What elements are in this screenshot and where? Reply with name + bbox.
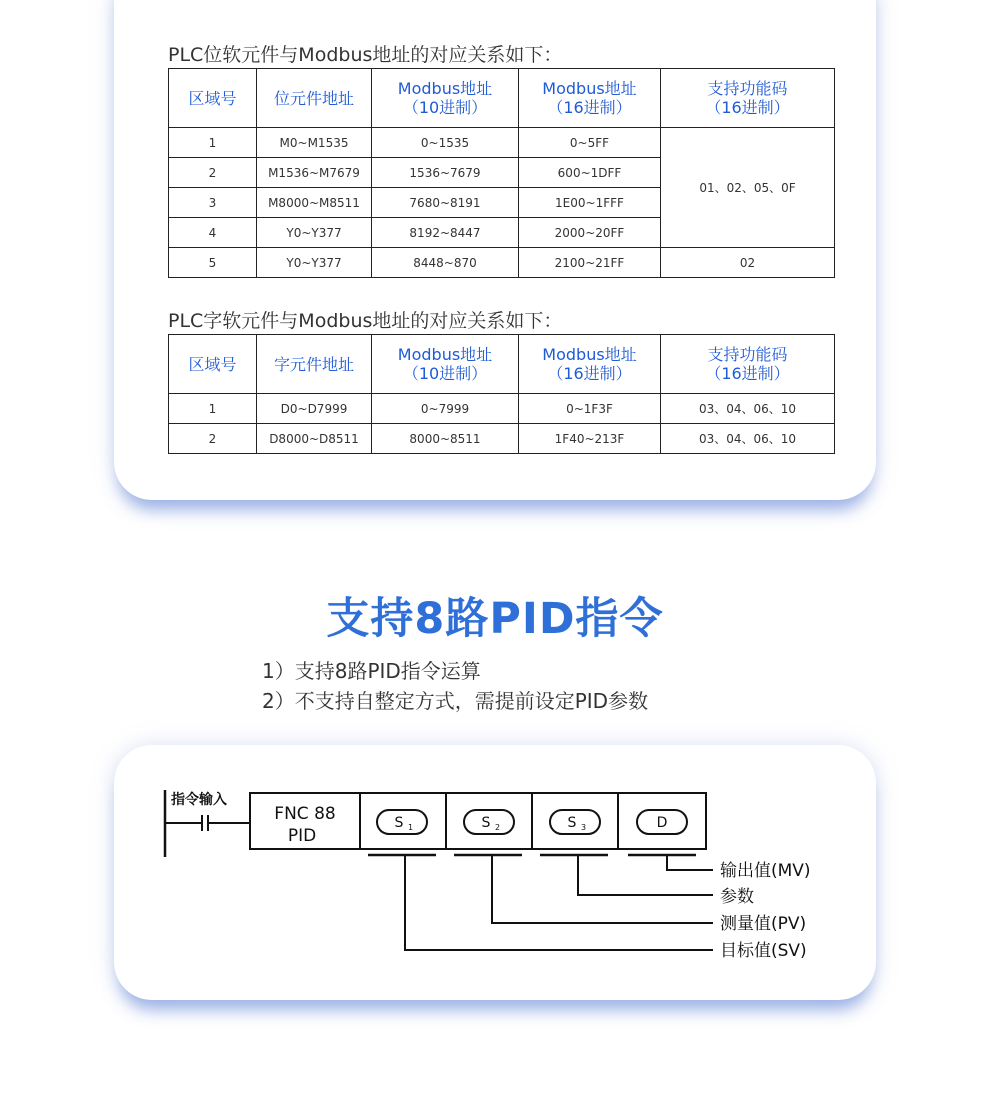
- column-header: Modbus地址 （16进制）: [519, 69, 661, 128]
- table-cell: 0~7999: [372, 394, 519, 424]
- svg-text:D: D: [656, 815, 668, 831]
- table-cell: Y0~Y377: [257, 218, 372, 248]
- pid-instruction-diagram: [150, 785, 850, 975]
- param-leader: [578, 855, 713, 895]
- svg-text:1: 1: [408, 823, 414, 832]
- operand-s1: [377, 810, 427, 834]
- table-cell: 8448~870: [372, 248, 519, 278]
- column-header: 支持功能码 （16进制）: [661, 335, 835, 394]
- table-cell: 0~1535: [372, 128, 519, 158]
- input-label: 指令输入: [171, 792, 227, 808]
- table-cell: M1536~M7679: [257, 158, 372, 188]
- table-cell: 2: [169, 424, 257, 454]
- table-cell: D8000~D8511: [257, 424, 372, 454]
- column-header: Modbus地址 （10进制）: [372, 335, 519, 394]
- table-cell: 8000~8511: [372, 424, 519, 454]
- mv-leader: [667, 855, 713, 870]
- table-cell: 1F40~213F: [519, 424, 661, 454]
- table-cell: M8000~M8511: [257, 188, 372, 218]
- table-cell: 8192~8447: [372, 218, 519, 248]
- output-pv-label: 测量值(PV): [720, 914, 807, 934]
- table-cell: 1E00~1FFF: [519, 188, 661, 218]
- table-cell: 1: [169, 128, 257, 158]
- table-header-row: [169, 335, 835, 394]
- table-row: [169, 424, 835, 454]
- pid-note-2: 2）不支持自整定方式，需提前设定PID参数: [262, 689, 649, 713]
- instruction-code: FNC 88: [274, 804, 336, 824]
- column-header: Modbus地址 （10进制）: [372, 69, 519, 128]
- table-cell: 2: [169, 158, 257, 188]
- column-header: 区域号: [169, 335, 257, 394]
- table-cell: 2100~21FF: [519, 248, 661, 278]
- output-sv-label: 目标值(SV): [720, 941, 807, 961]
- pid-section-title: 支持8路PID指令: [326, 594, 664, 644]
- table-header-row: [169, 69, 835, 128]
- table-row: [169, 128, 835, 158]
- output-mv-label: 输出值(MV): [720, 861, 811, 881]
- table-cell: 1536~7679: [372, 158, 519, 188]
- table-cell: M0~M1535: [257, 128, 372, 158]
- column-header: 字元件地址: [257, 335, 372, 394]
- operand-s2: [464, 810, 514, 834]
- table-cell: Y0~Y377: [257, 248, 372, 278]
- operand-s3: [550, 810, 600, 834]
- table-cell: 3: [169, 188, 257, 218]
- operand-d: [637, 810, 687, 834]
- table-cell: 0~5FF: [519, 128, 661, 158]
- function-code-cell: 02: [661, 248, 835, 278]
- column-header: 支持功能码 （16进制）: [661, 69, 835, 128]
- svg-text:S: S: [567, 815, 577, 831]
- pv-leader: [492, 855, 713, 923]
- word-table-caption: PLC字软元件与Modbus地址的对应关系如下：: [168, 310, 563, 332]
- table-cell: 03、04、06、10: [661, 394, 835, 424]
- svg-text:S: S: [481, 815, 491, 831]
- table-cell: D0~D7999: [257, 394, 372, 424]
- table-cell: 1: [169, 394, 257, 424]
- table-cell: 7680~8191: [372, 188, 519, 218]
- column-header: 位元件地址: [257, 69, 372, 128]
- table-cell: 600~1DFF: [519, 158, 661, 188]
- bit-table-caption: PLC位软元件与Modbus地址的对应关系如下：: [168, 44, 563, 66]
- svg-text:3: 3: [581, 823, 587, 832]
- table-row: [169, 394, 835, 424]
- pid-note-1: 1）支持8路PID指令运算: [262, 659, 481, 683]
- svg-text:2: 2: [495, 823, 501, 832]
- svg-text:S: S: [394, 815, 404, 831]
- column-header: 区域号: [169, 69, 257, 128]
- table-cell: 0~1F3F: [519, 394, 661, 424]
- function-code-cell: 01、02、05、0F: [661, 128, 835, 248]
- word-address-table: [168, 334, 835, 454]
- output-param-label: 参数: [720, 887, 754, 907]
- bit-address-table: [168, 68, 835, 278]
- table-cell: 5: [169, 248, 257, 278]
- table-cell: 4: [169, 218, 257, 248]
- table-cell: 03、04、06、10: [661, 424, 835, 454]
- table-cell: 2000~20FF: [519, 218, 661, 248]
- table-row: [169, 248, 835, 278]
- instruction-name: PID: [287, 826, 317, 846]
- column-header: Modbus地址 （16进制）: [519, 335, 661, 394]
